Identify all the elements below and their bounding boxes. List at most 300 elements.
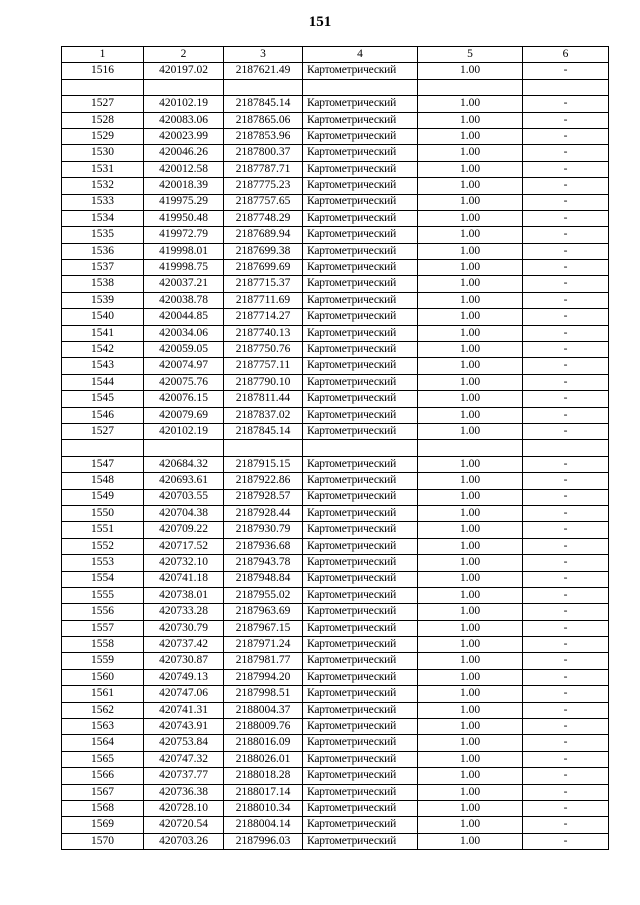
method-cell: Картометрический	[303, 161, 418, 177]
note-cell: -	[523, 784, 609, 800]
table-row	[62, 800, 609, 816]
method-cell: Картометрический	[303, 686, 418, 702]
method-cell: Картометрический	[303, 227, 418, 243]
y-coordinate-cell: 2187943.78	[224, 555, 303, 571]
table-row	[62, 243, 609, 259]
accuracy-cell: 1.00	[418, 112, 523, 128]
accuracy-cell: 1.00	[418, 751, 523, 767]
x-coordinate-cell: 420034.06	[144, 325, 224, 341]
note-cell: -	[523, 719, 609, 735]
table-row	[62, 604, 609, 620]
note-cell: -	[523, 210, 609, 226]
table-row	[62, 194, 609, 210]
accuracy-cell: 1.00	[418, 161, 523, 177]
accuracy-cell: 1.00	[418, 538, 523, 554]
method-cell: Картометрический	[303, 555, 418, 571]
y-coordinate-cell: 2188010.34	[224, 800, 303, 816]
x-coordinate-cell: 420741.31	[144, 702, 224, 718]
y-coordinate-cell: 2187811.44	[224, 391, 303, 407]
x-coordinate-cell: 420737.42	[144, 637, 224, 653]
point-number-cell: 1527	[62, 423, 144, 439]
x-coordinate-cell: 420059.05	[144, 342, 224, 358]
method-cell: Картометрический	[303, 128, 418, 144]
accuracy-cell: 1.00	[418, 342, 523, 358]
y-coordinate-cell: 2187994.20	[224, 669, 303, 685]
point-number-cell: 1560	[62, 669, 144, 685]
method-cell: Картометрический	[303, 407, 418, 423]
accuracy-cell: 1.00	[418, 719, 523, 735]
method-cell: Картометрический	[303, 751, 418, 767]
point-number-cell: 1548	[62, 473, 144, 489]
point-number-cell: 1569	[62, 817, 144, 833]
table-row	[62, 342, 609, 358]
x-coordinate-cell: 420747.06	[144, 686, 224, 702]
note-cell: -	[523, 571, 609, 587]
accuracy-cell: 1.00	[418, 702, 523, 718]
note-cell: -	[523, 342, 609, 358]
y-coordinate-cell: 2187750.76	[224, 342, 303, 358]
accuracy-cell: 1.00	[418, 325, 523, 341]
note-cell: -	[523, 112, 609, 128]
note-cell: -	[523, 473, 609, 489]
accuracy-cell: 1.00	[418, 604, 523, 620]
y-coordinate-cell: 2187837.02	[224, 407, 303, 423]
accuracy-cell: 1.00	[418, 833, 523, 849]
point-number-cell: 1570	[62, 833, 144, 849]
x-coordinate-cell: 420732.10	[144, 555, 224, 571]
x-coordinate-cell: 420737.77	[144, 768, 224, 784]
accuracy-cell: 1.00	[418, 276, 523, 292]
note-cell: -	[523, 423, 609, 439]
accuracy-cell: 1.00	[418, 243, 523, 259]
point-number-cell: 1537	[62, 260, 144, 276]
note-cell: -	[523, 374, 609, 390]
y-coordinate-cell	[224, 79, 303, 95]
note-cell: -	[523, 637, 609, 653]
point-number-cell: 1531	[62, 161, 144, 177]
column-header: 3	[224, 47, 303, 63]
y-coordinate-cell: 2187699.38	[224, 243, 303, 259]
table-row	[62, 374, 609, 390]
x-coordinate-cell: 420753.84	[144, 735, 224, 751]
x-coordinate-cell: 420693.61	[144, 473, 224, 489]
x-coordinate-cell: 420074.97	[144, 358, 224, 374]
method-cell: Картометрический	[303, 292, 418, 308]
y-coordinate-cell: 2187689.94	[224, 227, 303, 243]
method-cell: Картометрический	[303, 243, 418, 259]
separator-row	[62, 79, 609, 95]
note-cell: -	[523, 243, 609, 259]
y-coordinate-cell: 2187922.86	[224, 473, 303, 489]
table-row	[62, 391, 609, 407]
coordinates-table	[61, 46, 609, 850]
point-number-cell: 1546	[62, 407, 144, 423]
table-row	[62, 735, 609, 751]
method-cell: Картометрический	[303, 309, 418, 325]
x-coordinate-cell	[144, 440, 224, 456]
accuracy-cell: 1.00	[418, 145, 523, 161]
y-coordinate-cell: 2187757.65	[224, 194, 303, 210]
method-cell: Картометрический	[303, 522, 418, 538]
method-cell: Картометрический	[303, 637, 418, 653]
y-coordinate-cell: 2187963.69	[224, 604, 303, 620]
method-cell	[303, 79, 418, 95]
method-cell: Картометрический	[303, 587, 418, 603]
point-number-cell: 1534	[62, 210, 144, 226]
y-coordinate-cell: 2187936.68	[224, 538, 303, 554]
x-coordinate-cell: 419950.48	[144, 210, 224, 226]
x-coordinate-cell: 420023.99	[144, 128, 224, 144]
point-number-cell: 1549	[62, 489, 144, 505]
table-row	[62, 571, 609, 587]
note-cell: -	[523, 686, 609, 702]
y-coordinate-cell: 2188004.37	[224, 702, 303, 718]
x-coordinate-cell: 420749.13	[144, 669, 224, 685]
y-coordinate-cell: 2187790.10	[224, 374, 303, 390]
table-row	[62, 63, 609, 79]
table-row	[62, 751, 609, 767]
x-coordinate-cell: 420717.52	[144, 538, 224, 554]
point-number-cell: 1538	[62, 276, 144, 292]
y-coordinate-cell: 2187967.15	[224, 620, 303, 636]
method-cell: Картометрический	[303, 489, 418, 505]
note-cell: -	[523, 227, 609, 243]
x-coordinate-cell: 420075.76	[144, 374, 224, 390]
point-number-cell: 1542	[62, 342, 144, 358]
point-number-cell: 1550	[62, 505, 144, 521]
point-number-cell: 1561	[62, 686, 144, 702]
method-cell: Картометрический	[303, 342, 418, 358]
accuracy-cell: 1.00	[418, 653, 523, 669]
table-row	[62, 538, 609, 554]
column-header: 5	[418, 47, 523, 63]
note-cell: -	[523, 145, 609, 161]
accuracy-cell: 1.00	[418, 522, 523, 538]
table-row	[62, 178, 609, 194]
accuracy-cell: 1.00	[418, 686, 523, 702]
x-coordinate-cell: 420197.02	[144, 63, 224, 79]
note-cell: -	[523, 391, 609, 407]
page-number: 151	[308, 14, 332, 30]
note-cell: -	[523, 178, 609, 194]
note-cell: -	[523, 587, 609, 603]
point-number-cell: 1551	[62, 522, 144, 538]
note-cell: -	[523, 96, 609, 112]
note-cell: -	[523, 309, 609, 325]
accuracy-cell	[418, 79, 523, 95]
accuracy-cell: 1.00	[418, 555, 523, 571]
table-row	[62, 686, 609, 702]
point-number-cell: 1553	[62, 555, 144, 571]
method-cell: Картометрический	[303, 473, 418, 489]
table-row	[62, 817, 609, 833]
y-coordinate-cell: 2187711.69	[224, 292, 303, 308]
note-cell: -	[523, 522, 609, 538]
note-cell: -	[523, 505, 609, 521]
note-cell: -	[523, 63, 609, 79]
y-coordinate-cell: 2187948.84	[224, 571, 303, 587]
x-coordinate-cell	[144, 79, 224, 95]
accuracy-cell: 1.00	[418, 391, 523, 407]
point-number-cell: 1554	[62, 571, 144, 587]
method-cell: Картометрический	[303, 768, 418, 784]
method-cell: Картометрический	[303, 653, 418, 669]
point-number-cell: 1567	[62, 784, 144, 800]
x-coordinate-cell: 420738.01	[144, 587, 224, 603]
column-header: 2	[144, 47, 224, 63]
point-number-cell: 1545	[62, 391, 144, 407]
y-coordinate-cell: 2187915.15	[224, 456, 303, 472]
x-coordinate-cell: 420037.21	[144, 276, 224, 292]
note-cell: -	[523, 489, 609, 505]
point-number-cell: 1566	[62, 768, 144, 784]
method-cell: Картометрический	[303, 391, 418, 407]
table-row	[62, 227, 609, 243]
note-cell: -	[523, 751, 609, 767]
table-row	[62, 145, 609, 161]
point-number-cell: 1530	[62, 145, 144, 161]
y-coordinate-cell: 2187621.49	[224, 63, 303, 79]
table-row	[62, 505, 609, 521]
table-row	[62, 260, 609, 276]
accuracy-cell: 1.00	[418, 505, 523, 521]
method-cell: Картометрический	[303, 456, 418, 472]
method-cell: Картометрический	[303, 571, 418, 587]
point-number-cell: 1568	[62, 800, 144, 816]
method-cell: Картометрический	[303, 735, 418, 751]
point-number-cell	[62, 79, 144, 95]
separator-row	[62, 440, 609, 456]
y-coordinate-cell: 2188017.14	[224, 784, 303, 800]
point-number-cell	[62, 440, 144, 456]
note-cell: -	[523, 702, 609, 718]
note-cell: -	[523, 407, 609, 423]
note-cell: -	[523, 620, 609, 636]
note-cell: -	[523, 276, 609, 292]
note-cell: -	[523, 325, 609, 341]
x-coordinate-cell: 419998.01	[144, 243, 224, 259]
point-number-cell: 1565	[62, 751, 144, 767]
y-coordinate-cell: 2187930.79	[224, 522, 303, 538]
accuracy-cell: 1.00	[418, 784, 523, 800]
table-row	[62, 719, 609, 735]
x-coordinate-cell: 420730.79	[144, 620, 224, 636]
accuracy-cell: 1.00	[418, 309, 523, 325]
note-cell: -	[523, 604, 609, 620]
accuracy-cell: 1.00	[418, 735, 523, 751]
note-cell: -	[523, 538, 609, 554]
note-cell: -	[523, 800, 609, 816]
method-cell: Картометрический	[303, 260, 418, 276]
y-coordinate-cell: 2187998.51	[224, 686, 303, 702]
method-cell: Картометрический	[303, 96, 418, 112]
note-cell: -	[523, 358, 609, 374]
x-coordinate-cell: 420012.58	[144, 161, 224, 177]
point-number-cell: 1535	[62, 227, 144, 243]
y-coordinate-cell: 2187955.02	[224, 587, 303, 603]
y-coordinate-cell: 2187740.13	[224, 325, 303, 341]
x-coordinate-cell: 420703.55	[144, 489, 224, 505]
y-coordinate-cell: 2188018.28	[224, 768, 303, 784]
table-row	[62, 292, 609, 308]
table-row	[62, 653, 609, 669]
accuracy-cell	[418, 440, 523, 456]
accuracy-cell: 1.00	[418, 637, 523, 653]
table-row	[62, 702, 609, 718]
method-cell: Картометрический	[303, 620, 418, 636]
y-coordinate-cell: 2187981.77	[224, 653, 303, 669]
accuracy-cell: 1.00	[418, 96, 523, 112]
accuracy-cell: 1.00	[418, 768, 523, 784]
accuracy-cell: 1.00	[418, 669, 523, 685]
x-coordinate-cell: 420102.19	[144, 423, 224, 439]
y-coordinate-cell: 2188016.09	[224, 735, 303, 751]
column-header: 1	[62, 47, 144, 63]
x-coordinate-cell: 420046.26	[144, 145, 224, 161]
x-coordinate-cell: 420747.32	[144, 751, 224, 767]
method-cell: Картометрический	[303, 194, 418, 210]
accuracy-cell: 1.00	[418, 128, 523, 144]
table-row	[62, 489, 609, 505]
table-row	[62, 620, 609, 636]
method-cell: Картометрический	[303, 604, 418, 620]
method-cell: Картометрический	[303, 505, 418, 521]
table-row	[62, 276, 609, 292]
table-header-row	[62, 47, 609, 63]
y-coordinate-cell	[224, 440, 303, 456]
x-coordinate-cell: 420102.19	[144, 96, 224, 112]
point-number-cell: 1528	[62, 112, 144, 128]
x-coordinate-cell: 420083.06	[144, 112, 224, 128]
accuracy-cell: 1.00	[418, 456, 523, 472]
point-number-cell: 1527	[62, 96, 144, 112]
x-coordinate-cell: 419998.75	[144, 260, 224, 276]
table-row	[62, 637, 609, 653]
note-cell: -	[523, 555, 609, 571]
y-coordinate-cell: 2188004.14	[224, 817, 303, 833]
point-number-cell: 1543	[62, 358, 144, 374]
note-cell: -	[523, 653, 609, 669]
accuracy-cell: 1.00	[418, 178, 523, 194]
column-header: 6	[523, 47, 609, 63]
note-cell	[523, 79, 609, 95]
point-number-cell: 1562	[62, 702, 144, 718]
table-row	[62, 423, 609, 439]
y-coordinate-cell: 2187928.44	[224, 505, 303, 521]
point-number-cell: 1529	[62, 128, 144, 144]
point-number-cell: 1552	[62, 538, 144, 554]
table-row	[62, 473, 609, 489]
accuracy-cell: 1.00	[418, 473, 523, 489]
note-cell: -	[523, 161, 609, 177]
x-coordinate-cell: 420684.32	[144, 456, 224, 472]
y-coordinate-cell: 2187775.23	[224, 178, 303, 194]
method-cell: Картометрический	[303, 276, 418, 292]
y-coordinate-cell: 2187787.71	[224, 161, 303, 177]
x-coordinate-cell: 420728.10	[144, 800, 224, 816]
method-cell: Картометрический	[303, 112, 418, 128]
x-coordinate-cell: 420736.38	[144, 784, 224, 800]
method-cell: Картометрический	[303, 817, 418, 833]
point-number-cell: 1516	[62, 63, 144, 79]
table-row	[62, 161, 609, 177]
accuracy-cell: 1.00	[418, 374, 523, 390]
note-cell: -	[523, 669, 609, 685]
accuracy-cell: 1.00	[418, 358, 523, 374]
method-cell: Картометрический	[303, 538, 418, 554]
y-coordinate-cell: 2187928.57	[224, 489, 303, 505]
note-cell: -	[523, 194, 609, 210]
point-number-cell: 1533	[62, 194, 144, 210]
method-cell: Картометрический	[303, 358, 418, 374]
accuracy-cell: 1.00	[418, 194, 523, 210]
y-coordinate-cell: 2187845.14	[224, 423, 303, 439]
accuracy-cell: 1.00	[418, 63, 523, 79]
y-coordinate-cell: 2187699.69	[224, 260, 303, 276]
x-coordinate-cell: 420733.28	[144, 604, 224, 620]
note-cell: -	[523, 128, 609, 144]
table-row	[62, 522, 609, 538]
point-number-cell: 1557	[62, 620, 144, 636]
table-row	[62, 555, 609, 571]
point-number-cell: 1555	[62, 587, 144, 603]
table-row	[62, 325, 609, 341]
accuracy-cell: 1.00	[418, 407, 523, 423]
y-coordinate-cell: 2188009.76	[224, 719, 303, 735]
note-cell: -	[523, 817, 609, 833]
accuracy-cell: 1.00	[418, 489, 523, 505]
method-cell: Картометрический	[303, 719, 418, 735]
y-coordinate-cell: 2187845.14	[224, 96, 303, 112]
point-number-cell: 1541	[62, 325, 144, 341]
point-number-cell: 1544	[62, 374, 144, 390]
y-coordinate-cell: 2187800.37	[224, 145, 303, 161]
accuracy-cell: 1.00	[418, 292, 523, 308]
note-cell: -	[523, 456, 609, 472]
y-coordinate-cell: 2187748.29	[224, 210, 303, 226]
table-row	[62, 669, 609, 685]
x-coordinate-cell: 419972.79	[144, 227, 224, 243]
x-coordinate-cell: 420730.87	[144, 653, 224, 669]
table-row	[62, 407, 609, 423]
accuracy-cell: 1.00	[418, 620, 523, 636]
table-row	[62, 587, 609, 603]
x-coordinate-cell: 419975.29	[144, 194, 224, 210]
y-coordinate-cell: 2187715.37	[224, 276, 303, 292]
table-row	[62, 833, 609, 849]
note-cell: -	[523, 292, 609, 308]
point-number-cell: 1532	[62, 178, 144, 194]
method-cell: Картометрический	[303, 800, 418, 816]
point-number-cell: 1536	[62, 243, 144, 259]
y-coordinate-cell: 2187996.03	[224, 833, 303, 849]
x-coordinate-cell: 420044.85	[144, 309, 224, 325]
method-cell: Картометрический	[303, 178, 418, 194]
accuracy-cell: 1.00	[418, 423, 523, 439]
table-row	[62, 309, 609, 325]
accuracy-cell: 1.00	[418, 227, 523, 243]
x-coordinate-cell: 420709.22	[144, 522, 224, 538]
table-row	[62, 358, 609, 374]
method-cell: Картометрический	[303, 374, 418, 390]
y-coordinate-cell: 2187971.24	[224, 637, 303, 653]
table-row	[62, 784, 609, 800]
table-row	[62, 128, 609, 144]
note-cell: -	[523, 833, 609, 849]
table-row	[62, 210, 609, 226]
point-number-cell: 1540	[62, 309, 144, 325]
x-coordinate-cell: 420720.54	[144, 817, 224, 833]
